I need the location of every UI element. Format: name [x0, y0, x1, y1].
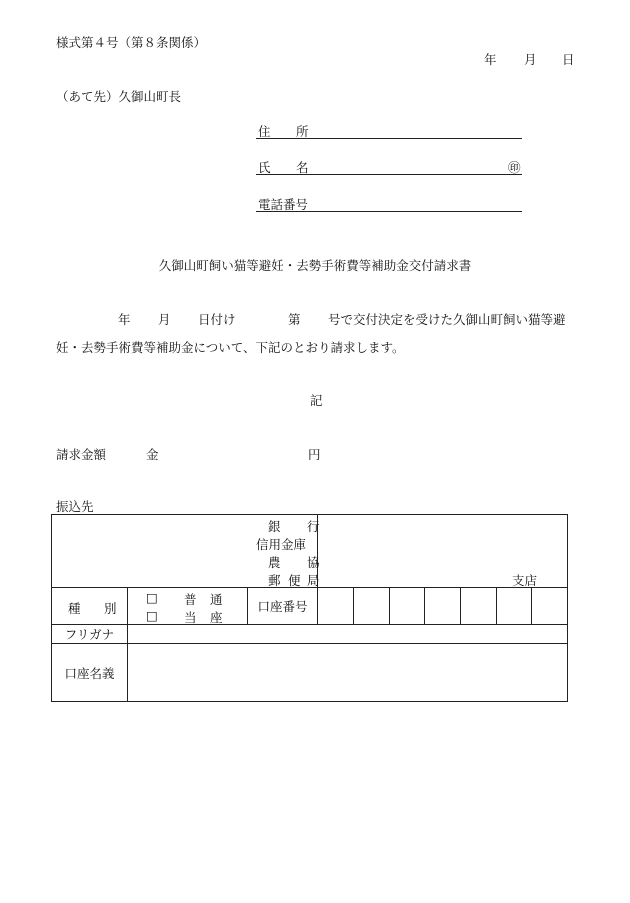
seal-mark: ㊞: [508, 160, 521, 175]
date-month-label: 月: [524, 52, 537, 67]
amount-yen: 円: [308, 447, 321, 462]
bank-transfer-table: [51, 514, 568, 702]
name-label-char1: 氏: [258, 160, 271, 175]
bank-type-yubin-3: 局: [307, 573, 320, 588]
account-number-digit-7[interactable]: [532, 588, 568, 625]
form-number: 様式第４号（第８条関係）: [56, 35, 207, 50]
body-dai: 第: [288, 312, 301, 327]
account-number-digit-4[interactable]: [425, 588, 461, 625]
furigana-field[interactable]: [128, 625, 568, 644]
account-name-field[interactable]: [128, 644, 568, 702]
transfer-label: 振込先: [56, 499, 94, 514]
body-line2: 妊・去勢手術費等補助金について、下記のとおり請求します。: [56, 340, 405, 355]
phone-line[interactable]: [256, 211, 522, 212]
date-day-label: 日: [562, 52, 575, 67]
type-touza-char1: 当: [184, 610, 197, 625]
furigana-label: フリガナ: [52, 625, 128, 644]
type-touza-char2: 座: [210, 610, 223, 625]
bank-type-yubin-2: 便: [288, 573, 301, 588]
bank-type-nokyo-2: 協: [307, 555, 320, 570]
account-type-options-cell: [128, 588, 248, 625]
type-label-char2: 別: [104, 601, 117, 616]
account-number-digit-6[interactable]: [497, 588, 532, 625]
body-year: 年: [118, 312, 131, 327]
account-number-digit-5[interactable]: [461, 588, 497, 625]
type-futsu-char2: 通: [210, 592, 223, 607]
address-line[interactable]: [256, 138, 522, 139]
bank-type-shinkin: 信用金庫: [256, 537, 307, 552]
bank-type-yubin-1: 郵: [268, 573, 281, 588]
amount-label: 請求金額: [56, 447, 107, 462]
bank-type-ginko-2: 行: [307, 519, 320, 534]
account-name-label: 口座名義: [52, 644, 128, 702]
date-year-label: 年: [484, 52, 497, 67]
document-title: 久御山町飼い猫等避妊・去勢手術費等補助金交付請求書: [158, 258, 472, 273]
checkbox-touza[interactable]: □: [146, 608, 158, 623]
branch-label: 支店: [512, 573, 538, 588]
branch-cell[interactable]: [318, 515, 568, 588]
phone-label: 電話番号: [258, 197, 309, 212]
address-label-char2: 所: [296, 124, 309, 139]
account-number-label: 口座番号: [248, 588, 318, 625]
addressee: （あて先）久御山町長: [56, 89, 182, 104]
amount-kin: 金: [146, 447, 159, 462]
address-label-char1: 住: [258, 124, 271, 139]
checkbox-futsu[interactable]: □: [146, 590, 158, 605]
name-line[interactable]: [256, 174, 522, 175]
type-futsu-char1: 普: [184, 592, 197, 607]
bank-type-cell: [52, 515, 318, 588]
bank-type-ginko-1: 銀: [268, 519, 281, 534]
type-label-char1: 種: [68, 601, 81, 616]
account-number-digit-3[interactable]: [390, 588, 425, 625]
body-line1-rest: 号で交付決定を受けた久御山町飼い猫等避: [328, 312, 566, 327]
account-number-digit-2[interactable]: [354, 588, 390, 625]
ki-mark: 記: [310, 393, 323, 408]
name-label-char2: 名: [296, 160, 309, 175]
account-type-label-cell: [52, 588, 128, 625]
body-month: 月: [158, 312, 171, 327]
body-day-dated: 日付け: [198, 312, 236, 327]
bank-type-nokyo-1: 農: [268, 555, 281, 570]
account-number-digit-1[interactable]: [318, 588, 354, 625]
